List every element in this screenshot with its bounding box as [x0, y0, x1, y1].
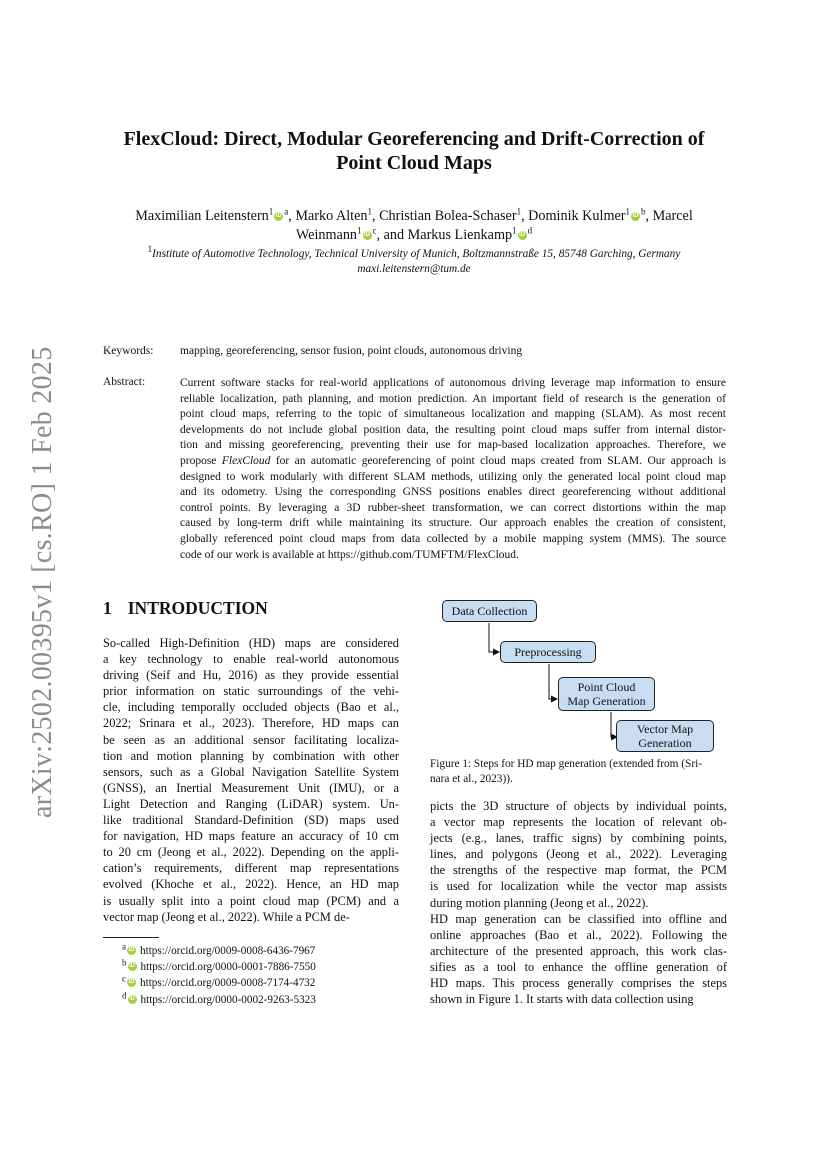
- orcid-sup: d: [527, 225, 533, 236]
- footnote-d: [122, 989, 316, 1008]
- orcid-link[interactable]: https://orcid.org/0009-0008-7174-4732: [140, 977, 316, 990]
- flow-arrow: [549, 664, 557, 699]
- abstract-line: code of our work is available at https://github.com/TUMFTM/FlexCloud.: [180, 548, 519, 561]
- contact-email: maxi.leitenstern@tum.de: [357, 263, 471, 275]
- abstract-line: globally referenced point cloud maps from data collected by a mobile mapping system (MMS). The source: [180, 532, 726, 545]
- author-name: , Dominik Kulmer: [521, 208, 626, 224]
- orcid-icon: iD: [128, 947, 135, 953]
- text-line: sifies as a tool to enhance the offline generation of: [430, 959, 727, 974]
- orcid-link[interactable]: https://orcid.org/0000-0001-7886-7550: [140, 961, 316, 974]
- text-line: shown in Figure 1. It starts with data collection using: [430, 992, 694, 1007]
- step-label: Data Collection: [451, 604, 528, 618]
- orcid-sup: c: [372, 225, 377, 236]
- text-line: (GNSS), an Inertial Measurement Unit (IMU), or a: [103, 780, 399, 795]
- abstract-line: control points. By leveraging a 3D rubber-sheet transformation, we can correct distortions within the map: [180, 501, 726, 514]
- text-line: sensors, such as a Global Navigation Satellite System: [103, 764, 399, 779]
- title-line-2: Point Cloud Maps: [336, 152, 492, 174]
- text-line: picts the 3D structure of objects by individual points,: [430, 799, 727, 813]
- abstract-line: point cloud maps, referring to the topic of simultaneous localization and mapping (SLAM). As most recent: [180, 408, 726, 421]
- orcid-sup: a: [284, 206, 289, 217]
- title-line-1: FlexCloud: Direct, Modular Georeferencing and Drift-Correction of: [123, 128, 705, 150]
- orcid-link[interactable]: https://orcid.org/0000-0002-9263-5323: [140, 993, 316, 1006]
- text-line: HD maps. This process generally comprises the steps: [430, 976, 727, 991]
- affiliation-text: Institute of Automotive Technology, Technical University of Munich, Boltzmannstraße 15, 85748 Garching, Germany: [152, 248, 681, 260]
- footnote-marker: b: [122, 957, 127, 968]
- text-line: is usually split into a point cloud map (PCM) and a: [103, 893, 399, 908]
- text-line: online approaches (Bao et al., 2022). Following the: [430, 927, 727, 942]
- section-title: INTRODUCTION: [127, 598, 268, 618]
- abstract-line: designed to work modularly with different SLAM methods, utilizing only the generated local point cloud map: [180, 470, 726, 483]
- step-label: Preprocessing: [514, 645, 582, 659]
- step-vector-map-generation: [616, 720, 714, 752]
- affiliation-sup: 1: [147, 244, 153, 255]
- keywords-label: Keywords:: [103, 345, 154, 357]
- orcid-icon[interactable]: iD: [519, 232, 526, 238]
- paper-title: [80, 127, 748, 175]
- text-line: cle, including temporally occluded objects (Bao et al.,: [103, 700, 399, 715]
- abstract-label: Abstract:: [103, 376, 146, 388]
- section-number: 1: [103, 598, 112, 618]
- abstract-line: and its odometry. Using the corresponding GNSS positions enables direct georeferencing without additional: [180, 486, 726, 499]
- footnote-marker: a: [122, 941, 126, 952]
- author-name: Weinmann: [295, 227, 358, 243]
- step-data-collection: [442, 600, 537, 622]
- abstract-line: propose FlexCloud for an automatic georeferencing of point cloud maps created from SLAM. Our approach is: [180, 454, 726, 467]
- text-line: to 20 cm (Jeong et al., 2022). Depending on the appli-: [103, 845, 399, 860]
- right-column-text: [430, 798, 727, 1007]
- footnote-rule: [103, 937, 159, 938]
- text-line: Light Detection and Ranging (LiDAR) system. Un-: [103, 796, 399, 811]
- author-list: [100, 207, 728, 245]
- keywords-text: mapping, georeferencing, sensor fusion, point clouds, autonomous driving: [180, 345, 523, 357]
- abstract-line: developments do not include global position data, the resulting point cloud maps suffer from internal distor-: [180, 423, 726, 436]
- text-line: lines, and polygons (Jeong et al., 2022). Leveraging: [430, 847, 727, 862]
- affiliation-sup: 1: [367, 206, 372, 217]
- step-label: Point Cloud Map Generation: [567, 680, 646, 708]
- text-line: like traditional Standard-Definition (SD) maps used: [103, 813, 399, 828]
- orcid-icon[interactable]: iD: [275, 213, 282, 219]
- text-line: during motion planning (Jeong et al., 2022).: [430, 895, 649, 910]
- text-line: a vector map represents the location of relevant ob-: [430, 815, 727, 830]
- abstract-line: reliable localization, path planning, and motion prediction. An important field of research is the generation of: [180, 392, 726, 405]
- step-pcm-generation: [558, 677, 655, 711]
- text-line: architecture of the presented approach, this work clas-: [430, 943, 727, 958]
- affiliation: [80, 244, 748, 277]
- footnote-marker: c: [122, 973, 126, 984]
- figure-1-flowchart: [430, 595, 730, 755]
- text-line: driving (Seif and Hu, 2016) as they provide essential: [103, 668, 399, 683]
- text-line: for navigation, HD maps feature an accuracy of 10 cm: [103, 829, 399, 844]
- author-name: , and Markus Lienkamp: [376, 227, 513, 243]
- text-line: evolved (Khoche et al., 2022). Hence, an HD map: [103, 877, 399, 892]
- text-line: a key technology to enable real-world autonomous: [103, 652, 399, 667]
- author-name: Maximilian Leitenstern: [135, 208, 269, 224]
- orcid-link[interactable]: https://orcid.org/0009-0008-6436-7967: [140, 945, 316, 957]
- footnote-a: [122, 943, 316, 959]
- text-line: be seen as an additional sensor facilitating localiza-: [103, 732, 399, 747]
- text-line: So-called High-Definition (HD) maps are considered: [103, 636, 399, 650]
- caption-line: nara et al., 2023)).: [430, 772, 513, 785]
- author-name: , Marko Alten: [288, 208, 368, 224]
- text-line: is used for localization while the vector map assists: [430, 879, 727, 894]
- section-heading: [103, 598, 268, 619]
- text-line: jects (e.g., lanes, traffic signs) by combining points,: [430, 831, 727, 846]
- affiliation-sup: 1: [516, 206, 522, 217]
- orcid-icon: iD: [128, 979, 135, 986]
- text-line: HD map generation can be classified into offline and: [430, 911, 727, 926]
- affiliation-line: [80, 244, 748, 262]
- text-line: cation’s requirements, different map representations: [103, 861, 399, 876]
- text-line: vector map (Jeong et al., 2022). While a PCM de-: [103, 909, 350, 924]
- abstract-body: [180, 376, 726, 563]
- footnote-marker: d: [122, 989, 127, 1000]
- footnote-c: [122, 975, 316, 991]
- step-preprocessing: [500, 641, 596, 663]
- footnote-b: [122, 959, 316, 975]
- orcid-sup: b: [641, 206, 646, 217]
- author-line-2: [100, 226, 728, 245]
- orcid-icon: iD: [129, 963, 135, 970]
- arxiv-side-stamp: arXiv:2502.00395v1 [cs.RO] 1 Feb 2025: [27, 346, 58, 818]
- flow-arrow: [489, 623, 499, 652]
- left-column-text: [103, 635, 399, 925]
- text-line: tion and motion planning by combination with other: [103, 748, 399, 763]
- footnotes: [122, 943, 316, 1008]
- affiliation-sup: 1: [357, 225, 362, 236]
- abstract-line: caused by long-term drift while maintaining its structure. Our approach enables the creation of consistent,: [180, 517, 726, 530]
- author-name: , Marcel: [645, 208, 693, 224]
- orcid-icon[interactable]: iD: [632, 213, 639, 219]
- step-label: Vector Map Generation: [636, 722, 694, 750]
- affiliation-sup: 1: [512, 225, 517, 236]
- caption-line: Figure 1: Steps for HD map generation (extended from (Sri-: [430, 758, 702, 770]
- orcid-icon[interactable]: iD: [364, 232, 371, 238]
- abstract-line: tion and missing georeferencing, preventing their use for map-based localization approaches. Therefore, we: [180, 439, 726, 452]
- author-line-1: [100, 207, 728, 226]
- text-line: 2022; Srinara et al., 2023). Therefore, HD maps can: [103, 716, 399, 731]
- figure-caption: [430, 757, 728, 786]
- abstract-line: Current software stacks for real-world applications of autonomous driving leverage map information to ensure: [180, 377, 726, 389]
- affiliation-sup: 1: [625, 206, 631, 217]
- text-line: the strengths of the respective map format, the PCM: [430, 863, 727, 878]
- affiliation-sup: 1: [268, 206, 274, 217]
- text-line: prior information on static surroundings of the vehi-: [103, 684, 399, 699]
- author-name: , Christian Bolea-Schaser: [371, 208, 517, 224]
- orcid-icon: iD: [129, 995, 135, 1002]
